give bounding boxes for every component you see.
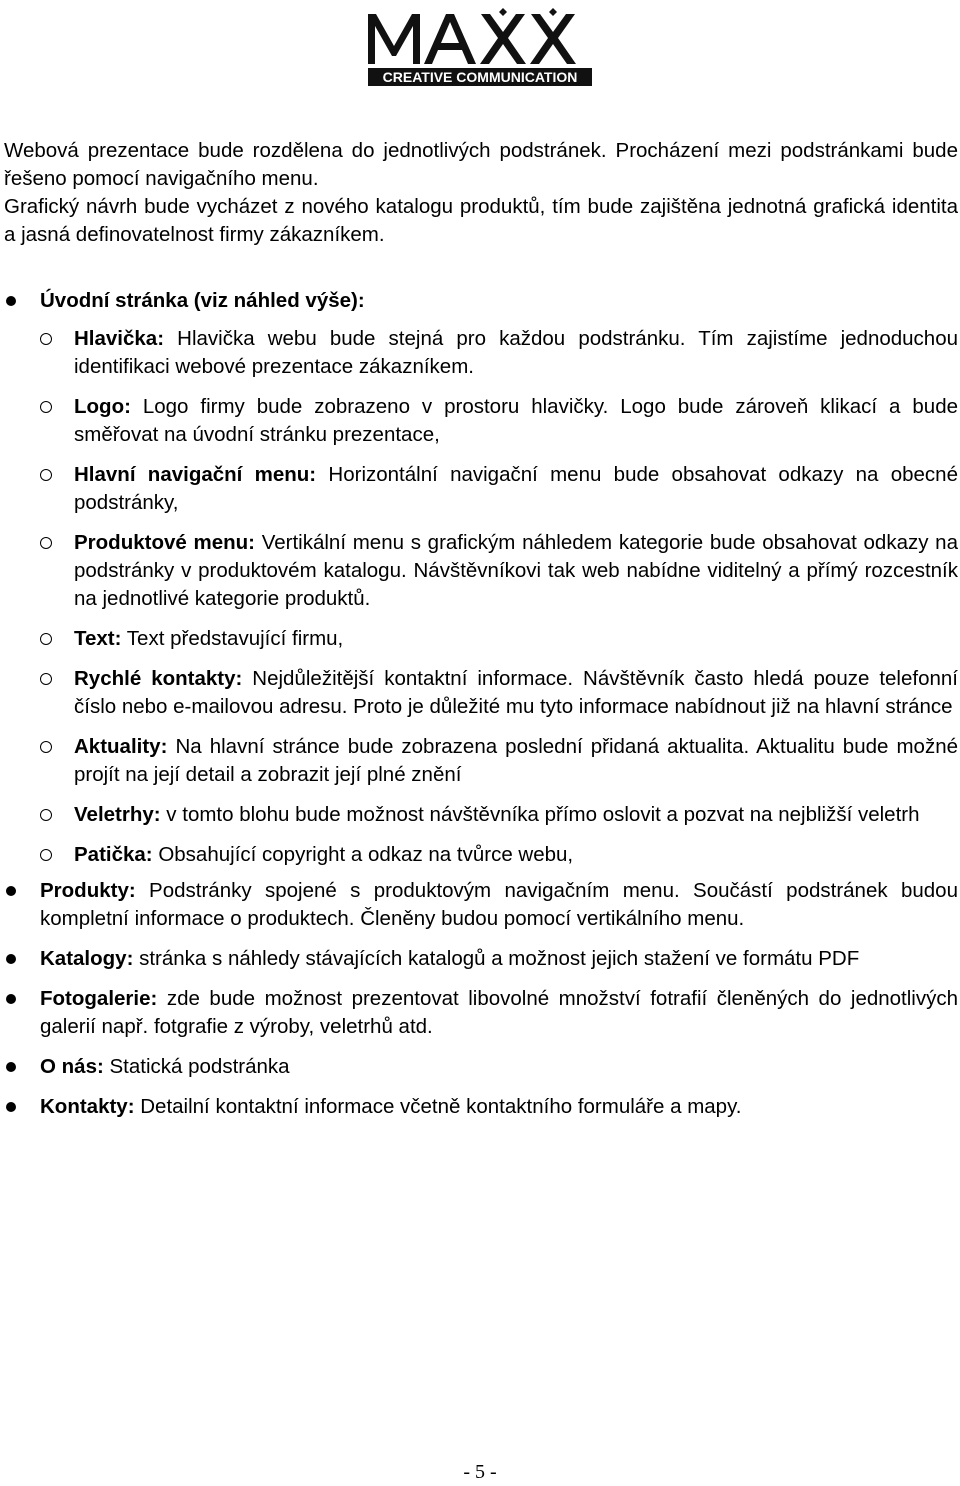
filled-bullet-icon [6, 886, 16, 896]
filled-bullet-icon [6, 1062, 16, 1072]
hollow-bullet-icon [40, 537, 52, 549]
intro-paragraph-2: Grafický návrh bude vycházet z nového katalogu produktů, tím bude zajištěna jednotná grafická identita a jasná definovatelnost firmy zákazníkem. [4, 195, 958, 246]
item-text: Vertikální menu s grafickým náhledem kategorie bude obsahovat odkazy na podstránky v produktovém katalogu. Návštěvníkovi tak web nabídne viditelný a přímý rozcestník na jednotlivé kategorie produktů. [74, 531, 958, 610]
hollow-bullet-icon [40, 401, 52, 413]
item-label: Patička: [74, 843, 153, 866]
item-text: Na hlavní stránce bude zobrazena poslední přidaná aktualita. Aktualitu bude možné projít na její detail a zobrazit její plné znění [74, 735, 958, 786]
page-number: - 5 - [463, 1461, 497, 1483]
hollow-bullet-icon [40, 633, 52, 645]
sublist-item-news [40, 733, 958, 789]
item-text: Logo firmy bude zobrazeno v prostoru hlavičky. Logo bude zároveň klikací a bude směřovat na úvodní stránku prezentace, [74, 395, 958, 446]
sublist-item-product-menu [40, 529, 958, 613]
maxx-logo-graphic [364, 6, 594, 88]
page-structure-list [4, 287, 958, 1121]
item-text: Nejdůležitější kontaktní informace. Návštěvník často hledá pouze telefonní číslo nebo e-mailovou adresu. Proto je důležité mu tyto informace nabídnout již na hlavní stránce [74, 667, 958, 718]
section-item-gallery [4, 985, 958, 1041]
sublist-item-logo [40, 393, 958, 449]
section-item-contacts [4, 1093, 958, 1121]
home-page-heading: Úvodní stránka (viz náhled výše): [40, 289, 365, 312]
hollow-bullet-icon [40, 673, 52, 685]
document-body [4, 137, 958, 1133]
section-label: Produkty: [40, 879, 136, 902]
item-label: Produktové menu: [74, 531, 255, 554]
section-text: Statická podstránka [103, 1055, 290, 1078]
hollow-bullet-icon [40, 469, 52, 481]
item-label: Hlavní navigační menu: [74, 463, 317, 486]
home-page-item [4, 287, 958, 869]
section-label: Katalogy: [40, 947, 134, 970]
hollow-bullet-icon [40, 849, 52, 861]
sublist-item-text [40, 625, 958, 653]
section-label: Fotogalerie: [40, 987, 158, 1010]
item-label: Hlavička: [74, 327, 165, 350]
section-text: Detailní kontaktní informace včetně kontaktního formuláře a mapy. [134, 1095, 742, 1118]
section-label: Kontakty: [40, 1095, 135, 1118]
sublist-item-fairs [40, 801, 958, 829]
item-text: Horizontální navigační menu bude obsahovat odkazy na obecné podstránky, [74, 463, 958, 514]
section-item-products [4, 877, 958, 933]
home-page-sublist [40, 325, 958, 869]
intro-paragraph-1: Webová prezentace bude rozdělena do jednotlivých podstránek. Procházení mezi podstránkami bude řešeno pomocí navigačního menu. [4, 139, 958, 190]
hollow-bullet-icon [40, 333, 52, 345]
sublist-item-header [40, 325, 958, 381]
item-text: Obsahující copyright a odkaz na tvůrce webu, [152, 843, 574, 866]
section-text: zde bude možnost prezentovat libovolné množství fotrafií členěných do jednotlivých galerií např. fotgrafie z výroby, veletrhů atd. [40, 987, 958, 1038]
company-logo [364, 6, 594, 88]
filled-bullet-icon [6, 296, 16, 306]
sublist-item-footer [40, 841, 958, 869]
item-label: Aktuality: [74, 735, 168, 758]
hollow-bullet-icon [40, 809, 52, 821]
section-text: stránka s náhledy stávajících katalogů a možnost jejich stažení ve formátu PDF [133, 947, 860, 970]
sublist-item-quick-contacts [40, 665, 958, 721]
sublist-item-main-nav [40, 461, 958, 517]
section-item-catalogs [4, 945, 958, 973]
filled-bullet-icon [6, 994, 16, 1004]
section-text: Podstránky spojené s produktovým navigačním menu. Součástí podstránek budou kompletní informace o produktech. Členěny budou pomocí vertikálního menu. [40, 879, 958, 930]
item-label: Veletrhy: [74, 803, 161, 826]
hollow-bullet-icon [40, 741, 52, 753]
item-text: Hlavička webu bude stejná pro každou podstránku. Tím zajistíme jednoduchou identifikaci webové prezentace zákazníkem. [74, 327, 958, 378]
item-label: Rychlé kontakty: [74, 667, 243, 690]
filled-bullet-icon [6, 954, 16, 964]
item-label: Text: [74, 627, 122, 650]
filled-bullet-icon [6, 1102, 16, 1112]
section-label: O nás: [40, 1055, 104, 1078]
section-item-about [4, 1053, 958, 1081]
item-label: Logo: [74, 395, 131, 418]
item-text: Text představující firmu, [121, 627, 344, 650]
item-text: v tomto blohu bude možnost návštěvníka přímo oslovit a pozvat na nejbližší veletrh [160, 803, 920, 826]
logo-tagline: CREATIVE COMMUNICATION [382, 69, 578, 85]
